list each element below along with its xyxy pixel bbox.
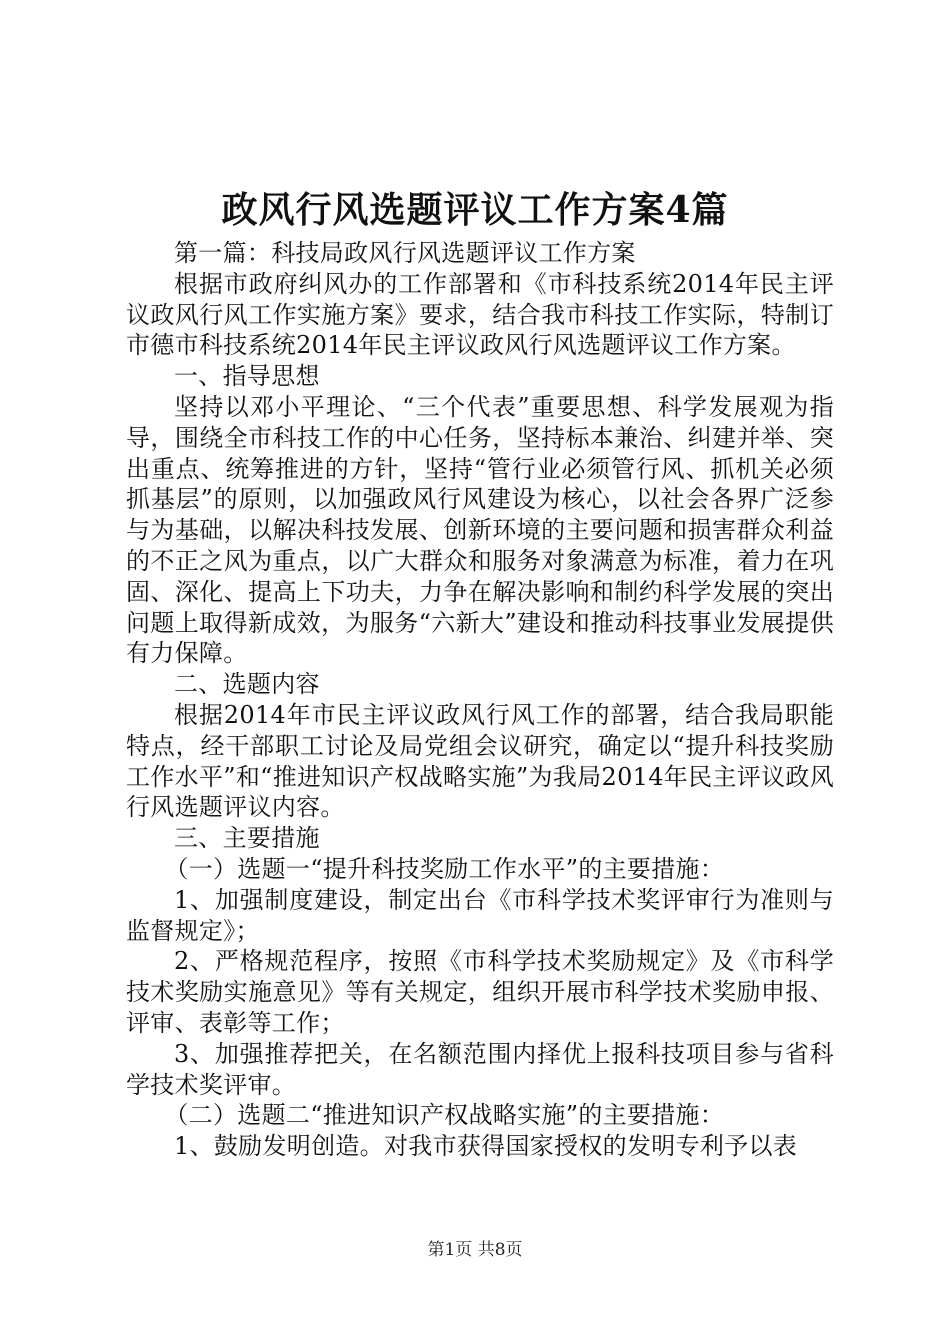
- page-footer: 第1页 共8页: [427, 1240, 523, 1260]
- subsection-heading-topic-one: （一）选题一“提升科技奖励工作水平”的主要措施：: [164, 854, 725, 883]
- intro-paragraph: 根据市政府纠风办的工作部署和《市科技系统2014年民主评议政风行风工作实施方案》要求，结合我市科技工作实际，特制订市德市科技系统2014年民主评议政风行风选题评议工作方案。: [126, 269, 834, 360]
- measure-item-topic-two-1: 1、鼓励发明创造。对我市获得国家授权的发明专利予以表: [174, 1132, 798, 1161]
- subsection-heading-topic-two: （二）选题二“推进知识产权战略实施”的主要措施：: [164, 1101, 725, 1130]
- document-body: [126, 238, 834, 1162]
- section-heading-main-measures: 三、主要措施: [174, 824, 320, 853]
- section-heading-first-article: 第一篇：科技局政风行风选题评议工作方案: [174, 239, 636, 267]
- section-heading-topic-content: 二、选题内容: [174, 670, 320, 699]
- measure-item-2: 2、严格规范程序，按照《市科学技术奖励规定》及《市科学技术奖励实施意见》等有关规定，组织开展市科学技术奖励申报、评审、表彰等工作；: [126, 947, 834, 1037]
- measure-item-1: 1、加强制度建设，制定出台《市科学技术奖评审行为准则与监督规定》；: [126, 885, 834, 945]
- topic-content-paragraph: 根据2014年市民主评议政风行风工作的部署，结合我局职能特点，经干部职工讨论及局党组会议研究，确定以“提升科技奖励工作水平”和“推进知识产权战略实施”为我局2014年民主评议政风行风选题评议内容。: [126, 700, 835, 822]
- measure-item-3: 3、加强推荐把关，在名额范围内择优上报科技项目参与省科学技术奖评审。: [126, 1039, 834, 1099]
- guiding-ideology-paragraph: 坚持以邓小平理论、“三个代表”重要思想、科学发展观为指导，围绕全市科技工作的中心任务，坚持标本兼治、纠建并举、突出重点、统筹推进的方针，坚持“管行业必须管行风、抓机关必须抓基层”的原则，以加强政风行风建设为核心，以社会各界广泛参与为基础，以解决科技发展、创新环境的主要问题和损害群众利益的不正之风为重点，以广大群众和服务对象满意为标准，着力在巩固、深化、提高上下功夫，力争在解决影响和制约科学发展的突出问题上取得新成效，为服务“六新大”建设和推动科技事业发展提供有力保障。: [126, 392, 834, 668]
- section-heading-guiding-ideology: 一、指导思想: [174, 362, 320, 391]
- document-title: 政风行风选题评议工作方案4篇: [221, 189, 729, 231]
